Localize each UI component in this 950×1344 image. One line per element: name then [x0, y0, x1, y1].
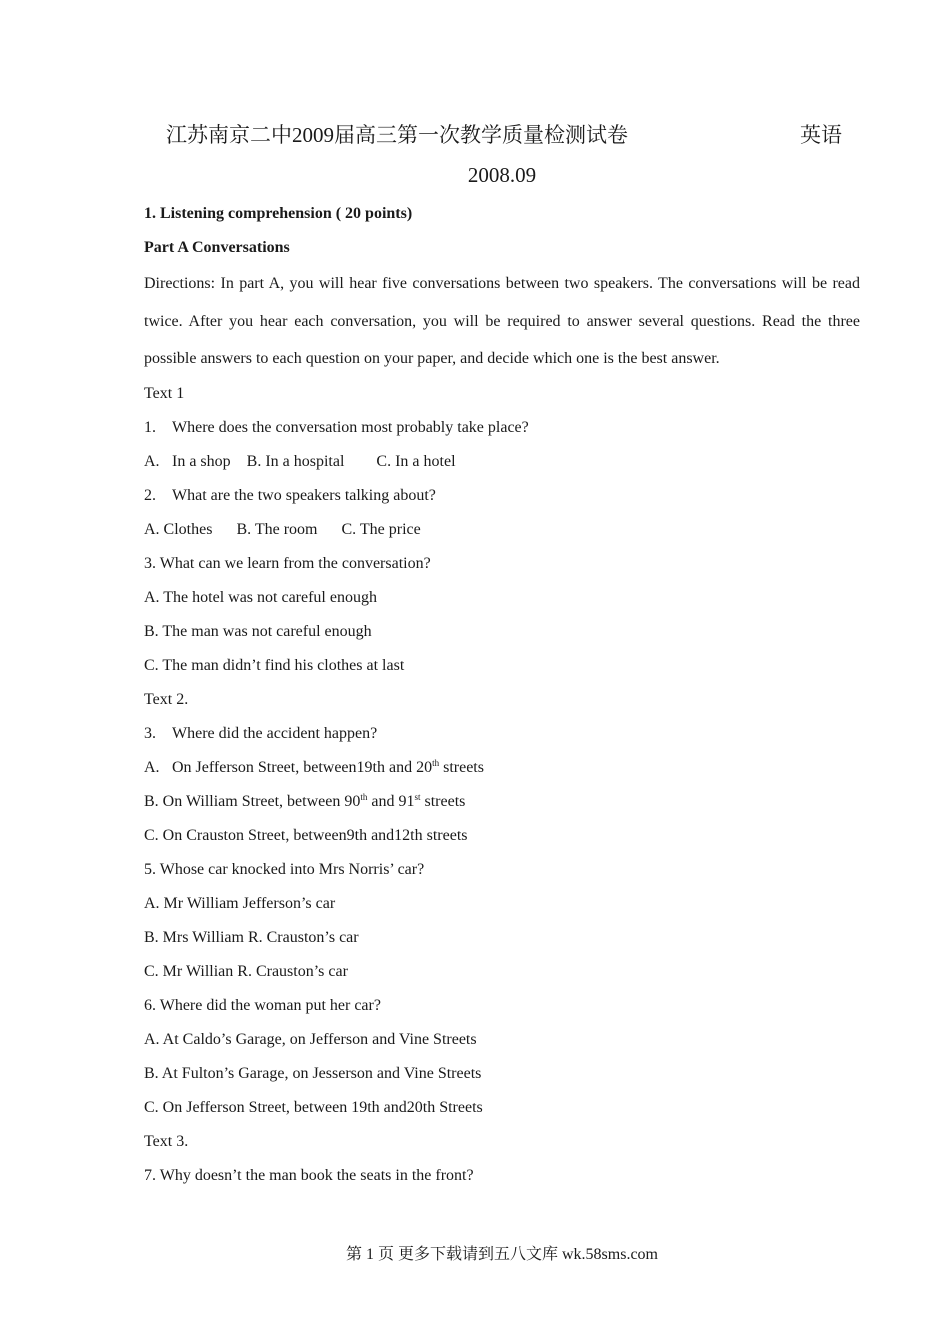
- question-text: What are the two speakers talking about?: [172, 486, 436, 504]
- question-item: [144, 411, 860, 445]
- option-text: streets: [439, 758, 484, 776]
- option-text: On Jefferson Street, between19th and 20: [172, 758, 433, 776]
- superscript: th: [432, 757, 440, 768]
- question-item: [144, 479, 860, 513]
- text-label: Text 2.: [144, 690, 189, 708]
- question-number: 2.: [144, 486, 156, 504]
- answer-option: C. Mr Willian R. Crauston’s car: [144, 962, 348, 980]
- question-item: 7. Why doesn’t the man book the seats in the front?: [144, 1166, 474, 1184]
- part-heading: Part A Conversations: [144, 239, 290, 256]
- answer-options: [144, 445, 860, 479]
- answer-option: A. The hotel was not careful enough: [144, 588, 377, 606]
- subject-label: 英语: [800, 123, 842, 147]
- question-number: 3.: [144, 724, 156, 742]
- option-letter: A.: [144, 758, 160, 776]
- document-body: [144, 197, 860, 1193]
- section-heading: 1. Listening comprehension ( 20 points): [144, 205, 413, 222]
- question-number: 1.: [144, 418, 156, 436]
- exam-date: 2008.09: [467, 163, 537, 187]
- answer-option: [144, 751, 860, 785]
- question-text: Where did the accident happen?: [172, 724, 378, 742]
- option-text: B. On William Street, between 90: [144, 792, 361, 810]
- question-item: 3. What can we learn from the conversation?: [144, 554, 431, 572]
- exam-title: 江苏南京二中2009届高三第一次教学质量检测试卷: [166, 123, 628, 147]
- answer-option: B. The man was not careful enough: [144, 622, 372, 640]
- answer-option: A. Mr William Jefferson’s car: [144, 894, 336, 912]
- text-label: Text 1: [144, 384, 185, 402]
- answer-option: C. The man didn’t find his clothes at last: [144, 656, 405, 674]
- superscript: th: [360, 791, 368, 802]
- directions-paragraph: Directions: In part A, you will hear five conversations between two speakers. The conversations will be read twice. After you hear each conversation, you will be required to answer several questions. Read the three possible answers to each question on your paper, and decide which one is the best answer.: [144, 275, 860, 367]
- answer-option: [144, 785, 860, 819]
- option-text: streets: [420, 792, 466, 810]
- option-letter: A.: [144, 452, 160, 470]
- superscript: st: [414, 791, 421, 802]
- answer-option: C. On Crauston Street, between9th and12th streets: [144, 826, 468, 844]
- answer-option: B. At Fulton’s Garage, on Jesserson and Vine Streets: [144, 1064, 482, 1082]
- option-text: and 91: [367, 792, 415, 810]
- page-footer: 第 1 页 更多下载请到五八文库 wk.58sms.com: [345, 1246, 658, 1263]
- text-label: Text 3.: [144, 1132, 189, 1150]
- answer-option: B. Mrs William R. Crauston’s car: [144, 928, 359, 946]
- answer-options: A. Clothes B. The room C. The price: [144, 520, 421, 538]
- document-title: [166, 120, 842, 150]
- question-item: 5. Whose car knocked into Mrs Norris’ car?: [144, 860, 425, 878]
- option-text: In a shop B. In a hospital C. In a hotel: [172, 452, 456, 470]
- question-text: Where does the conversation most probably take place?: [172, 418, 529, 436]
- question-item: [144, 717, 860, 751]
- question-item: 6. Where did the woman put her car?: [144, 996, 381, 1014]
- answer-option: C. On Jefferson Street, between 19th and20th Streets: [144, 1098, 483, 1116]
- answer-option: A. At Caldo’s Garage, on Jefferson and Vine Streets: [144, 1030, 477, 1048]
